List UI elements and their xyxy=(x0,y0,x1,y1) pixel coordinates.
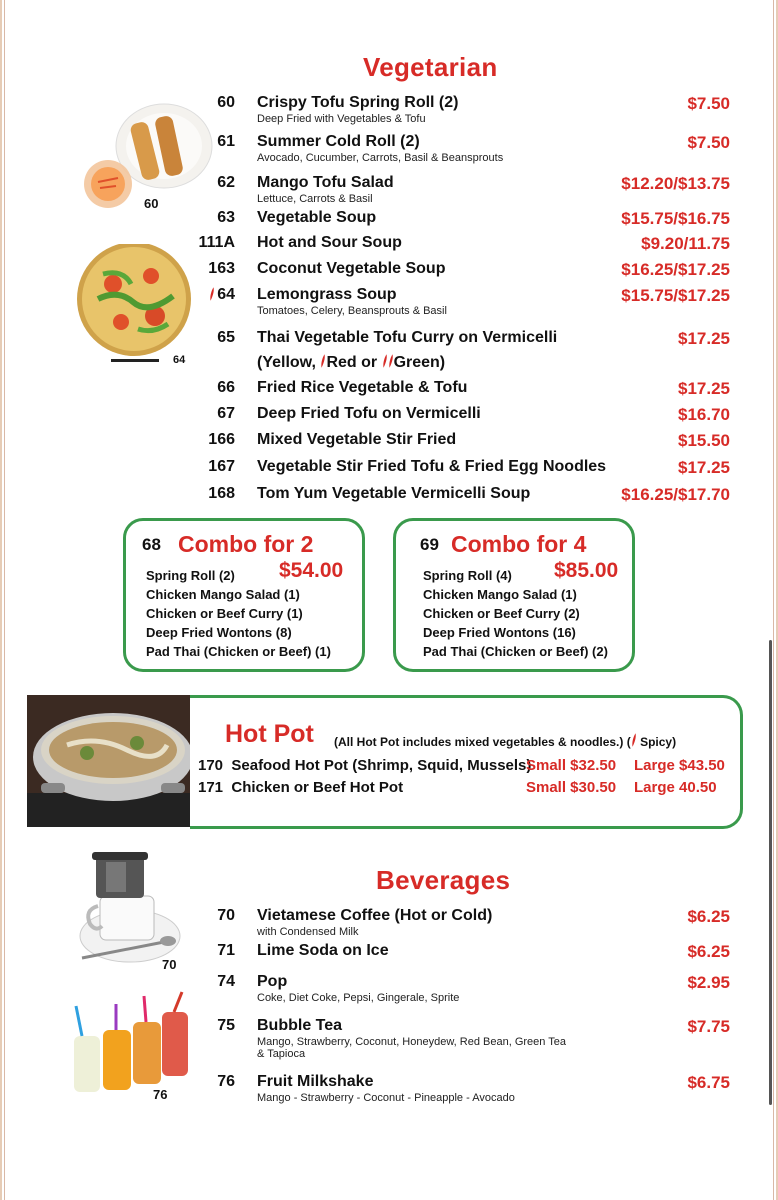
coffee-photo xyxy=(78,848,188,968)
hot-pot-row xyxy=(198,757,738,779)
combo-item: Spring Roll (4) xyxy=(423,568,512,583)
menu-item-row xyxy=(195,174,735,205)
menu-item-name: Vietamese Coffee (Hot or Cold) xyxy=(257,907,493,924)
menu-item-name: Lemongrass Soup xyxy=(257,286,397,303)
chili-icon xyxy=(631,731,637,749)
hot-pot-large-price: Large $43.50 xyxy=(634,757,725,774)
menu-item-number: 60 xyxy=(217,94,235,111)
spicy-marker xyxy=(209,285,215,305)
menu-item-price: $2.95 xyxy=(687,973,730,992)
menu-item-price: $17.25 xyxy=(678,379,730,398)
menu-item-description: Deep Fried with Vegetables & Tofu xyxy=(257,113,426,125)
menu-item-number: 64 xyxy=(217,286,235,303)
menu-item-name: Crispy Tofu Spring Roll (2) xyxy=(257,94,459,111)
menu-item-row xyxy=(195,431,735,455)
bubble-tea-photo-caption: 76 xyxy=(153,1087,168,1102)
bubble-tea-photo xyxy=(70,990,195,1102)
menu-item-price: $15.75/$17.25 xyxy=(621,286,730,305)
menu-item-row xyxy=(195,133,735,164)
menu-item-name: Hot and Sour Soup xyxy=(257,234,402,251)
combo-item: Chicken Mango Salad (1) xyxy=(423,587,577,602)
menu-item-description: Lettuce, Carrots & Basil xyxy=(257,193,373,205)
menu-item-price: $6.75 xyxy=(687,1073,730,1092)
menu-item-row xyxy=(195,260,735,284)
combo-for-2-card xyxy=(123,518,365,672)
menu-item-price: $16.25/$17.25 xyxy=(621,260,730,279)
menu-item-price: $16.25/$17.70 xyxy=(621,485,730,504)
combo-for-4-card xyxy=(393,518,635,672)
combo-item: Pad Thai (Chicken or Beef) (1) xyxy=(146,644,331,659)
menu-item-row xyxy=(195,973,735,1004)
menu-item-number: 75 xyxy=(217,1017,235,1034)
menu-item-price: $7.50 xyxy=(687,133,730,152)
menu-item-number: 111A xyxy=(198,234,235,251)
curry-option-yellow: (Yellow, xyxy=(257,354,316,371)
menu-item-number: 167 xyxy=(208,458,235,475)
menu-item-name: Thai Vegetable Tofu Curry on Vermicelli xyxy=(257,329,558,346)
menu-item-row xyxy=(195,485,735,509)
menu-item-row xyxy=(195,379,735,403)
menu-item-row xyxy=(195,907,735,938)
menu-item-name: Vegetable Soup xyxy=(257,209,377,226)
menu-item-name: Mixed Vegetable Stir Fried xyxy=(257,431,457,448)
combo-item: Spring Roll (2) xyxy=(146,568,235,583)
curry-option-red: Red or xyxy=(326,354,378,371)
menu-item-number: 163 xyxy=(208,260,235,277)
lemongrass-soup-photo xyxy=(73,244,198,362)
menu-item-description: Avocado, Cucumber, Carrots, Basil & Beansprouts xyxy=(257,152,504,164)
menu-item-price: $9.20/11.75 xyxy=(641,234,730,253)
combo-number: 68 xyxy=(142,535,161,554)
menu-item-number: 65 xyxy=(217,329,235,346)
hot-pot-small-price: Small $32.50 xyxy=(526,757,617,774)
menu-item-name: Pop xyxy=(257,973,288,990)
menu-item-number: 71 xyxy=(217,942,235,959)
menu-item-price: $6.25 xyxy=(687,907,730,926)
hot-pot-spicy-open: ( xyxy=(626,735,631,749)
combo-number: 69 xyxy=(420,535,439,554)
menu-item-name: Fruit Milkshake xyxy=(257,1073,374,1090)
beverages-title: Beverages xyxy=(376,865,511,895)
menu-item-number: 166 xyxy=(208,431,235,448)
hot-pot-spicy-label: Spicy) xyxy=(640,735,677,749)
vegetarian-title: Vegetarian xyxy=(363,52,498,82)
combo-title: Combo for 4 xyxy=(451,531,587,557)
combo-price: $54.00 xyxy=(279,559,344,582)
combo-item: Chicken or Beef Curry (2) xyxy=(423,606,580,621)
menu-item-description: with Condensed Milk xyxy=(257,926,359,938)
menu-item-number: 61 xyxy=(217,133,235,150)
menu-item-row xyxy=(195,94,735,125)
chili-icon xyxy=(209,285,215,303)
curry-options xyxy=(257,352,445,372)
menu-item-price: $15.50 xyxy=(678,431,730,450)
hot-pot-small-price: Small $30.50 xyxy=(526,779,617,796)
menu-item-description: Mango - Strawberry - Coconut - Pineapple - Avocado xyxy=(257,1092,515,1104)
hot-pot-title: Hot Pot xyxy=(225,720,314,748)
hot-pot-card xyxy=(190,695,743,829)
menu-item-price: $15.75/$16.75 xyxy=(621,209,730,228)
menu-item-row xyxy=(195,405,735,429)
combo-item: Chicken Mango Salad (1) xyxy=(146,587,300,602)
menu-item-description: Tomatoes, Celery, Beansprouts & Basil xyxy=(257,305,447,317)
menu-item-row xyxy=(195,286,735,317)
menu-item-number: 66 xyxy=(217,379,235,396)
menu-item-number: 76 xyxy=(217,1073,235,1090)
menu-item-name: Lime Soda on Ice xyxy=(257,942,389,959)
menu-item-row xyxy=(195,942,735,966)
hot-pot-note-text: (All Hot Pot includes mixed vegetables & noodles.) xyxy=(334,735,624,749)
menu-item-number: 63 xyxy=(217,209,235,226)
combo-title: Combo for 2 xyxy=(178,531,314,557)
menu-item-row xyxy=(195,458,735,482)
combo-item: Chicken or Beef Curry (1) xyxy=(146,606,303,621)
menu-item-price: $16.70 xyxy=(678,405,730,424)
page-left-border xyxy=(0,0,7,1200)
menu-item-row xyxy=(195,209,735,233)
menu-item-number: 62 xyxy=(217,174,235,191)
menu-item-name: Vegetable Stir Fried Tofu & Fried Egg Noodles xyxy=(257,458,607,475)
menu-item-description: & Tapioca xyxy=(257,1048,306,1060)
scrollbar[interactable] xyxy=(769,640,772,1105)
menu-item-row xyxy=(195,1073,735,1104)
menu-item-name: Summer Cold Roll (2) xyxy=(257,133,420,150)
coffee-photo-caption: 70 xyxy=(162,957,177,972)
menu-item-row xyxy=(195,329,735,371)
combo-item: Deep Fried Wontons (16) xyxy=(423,625,576,640)
spring-roll-photo-caption: 60 xyxy=(144,196,159,211)
hot-pot-name: 171 Chicken or Beef Hot Pot xyxy=(198,779,404,796)
menu-item-number: 67 xyxy=(217,405,235,422)
menu-item-number: 74 xyxy=(217,973,235,990)
hot-pot-photo xyxy=(27,695,193,827)
combo-item: Deep Fried Wontons (8) xyxy=(146,625,292,640)
menu-item-name: Bubble Tea xyxy=(257,1017,343,1034)
menu-item-price: $6.25 xyxy=(687,942,730,961)
hot-pot-note xyxy=(334,731,676,749)
menu-item-row xyxy=(195,234,735,258)
menu-item-price: $17.25 xyxy=(678,329,730,348)
menu-item-price: $17.25 xyxy=(678,458,730,477)
menu-item-number: 70 xyxy=(217,907,235,924)
hot-pot-name: 170 Seafood Hot Pot (Shrimp, Squid, Mussels) xyxy=(198,757,532,774)
menu-item-price: $7.50 xyxy=(687,94,730,113)
hot-pot-row xyxy=(198,779,738,801)
menu-item-name: Coconut Vegetable Soup xyxy=(257,260,446,277)
menu-item-name: Fried Rice Vegetable & Tofu xyxy=(257,379,468,396)
menu-item-description: Coke, Diet Coke, Pepsi, Gingerale, Sprite xyxy=(257,992,460,1004)
menu-item-row xyxy=(195,1017,735,1060)
menu-item-number: 168 xyxy=(208,485,235,502)
menu-item-name: Deep Fried Tofu on Vermicelli xyxy=(257,405,481,422)
menu-item-name: Mango Tofu Salad xyxy=(257,174,394,191)
hot-pot-large-price: Large 40.50 xyxy=(634,779,717,796)
combo-price: $85.00 xyxy=(554,559,619,582)
menu-item-description: Mango, Strawberry, Coconut, Honeydew, Red Bean, Green Tea xyxy=(257,1036,566,1048)
menu-item-price: $12.20/$13.75 xyxy=(621,174,730,193)
lemongrass-soup-photo-caption: 64 xyxy=(173,354,186,366)
curry-option-green: Green) xyxy=(393,354,446,371)
menu-item-name: Tom Yum Vegetable Vermicelli Soup xyxy=(257,485,531,502)
combo-item: Pad Thai (Chicken or Beef) (2) xyxy=(423,644,608,659)
menu-item-price: $7.75 xyxy=(687,1017,730,1036)
